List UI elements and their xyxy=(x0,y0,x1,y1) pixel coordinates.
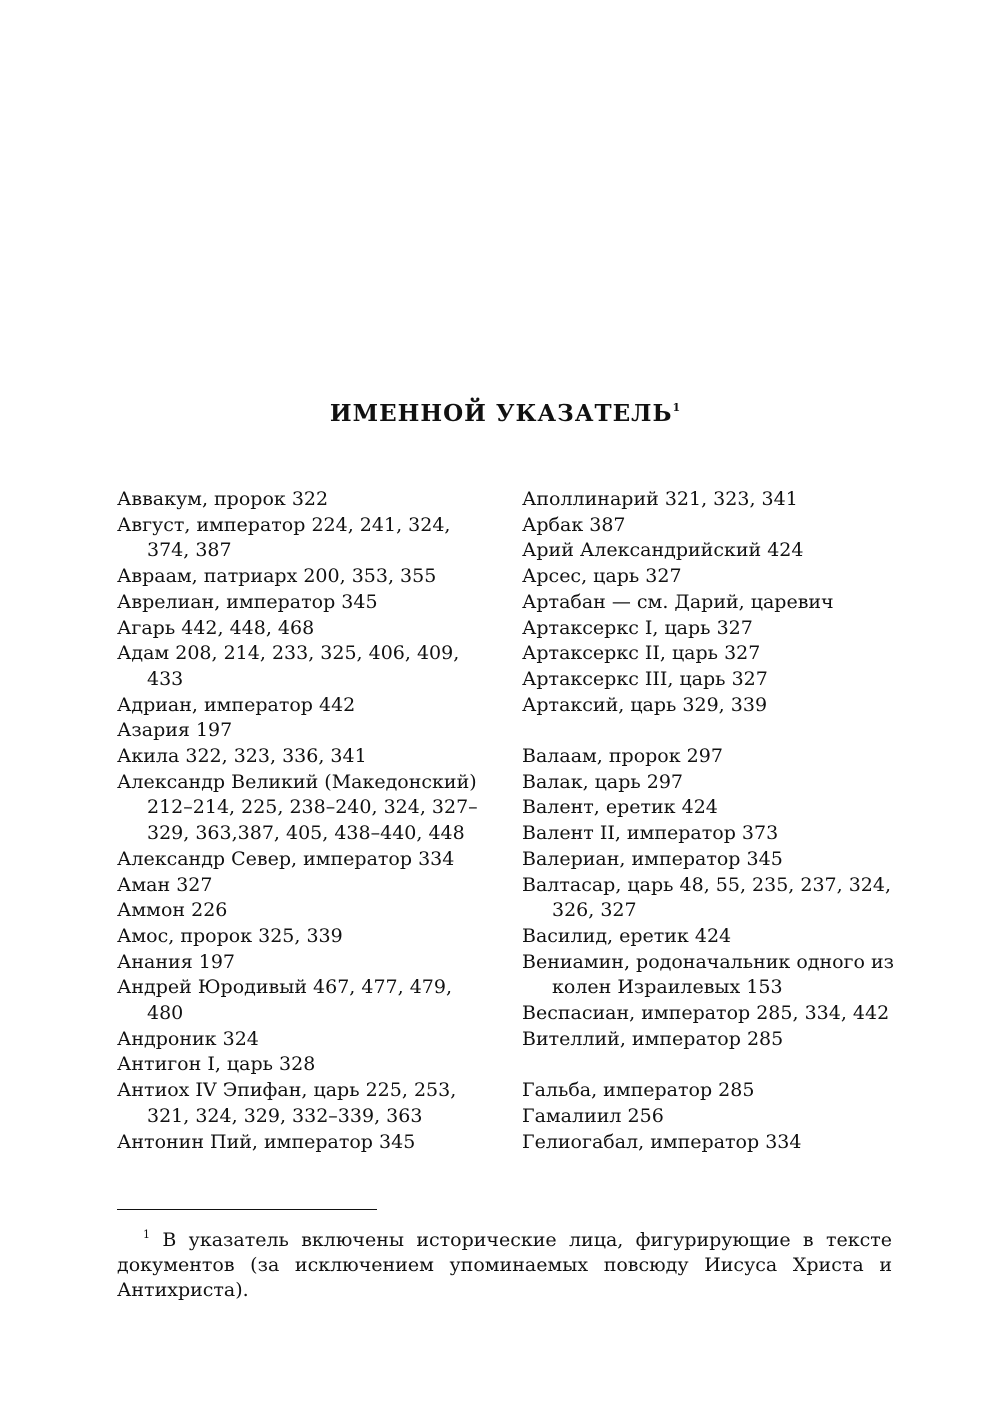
page-title xyxy=(0,402,1000,425)
entry-pages: 225, 253, 321, 324, 329, 332–339, 363 xyxy=(147,1079,457,1127)
index-entry xyxy=(117,693,492,719)
index-entry xyxy=(117,950,492,976)
entry-pages: 345 xyxy=(341,590,378,613)
entry-pages: 208, 214, 233, 325, 406, 409, 433 xyxy=(147,642,460,690)
entry-pages: 153 xyxy=(746,976,783,999)
entry-pages: 224, 241, 324, 374, 387 xyxy=(147,513,451,562)
index-entry xyxy=(117,873,492,899)
entry-pages: 327 xyxy=(176,873,213,896)
entry-name: Антиох IV Эпифан, царь xyxy=(117,1079,360,1102)
entry-pages: 285, 334, 442 xyxy=(756,1002,890,1025)
entry-pages: 212–214, 225, 238–240, 324, 327–329, 363,387, 405, 438–440, 448 xyxy=(147,796,478,845)
entry-name: Артаксеркс I, царь xyxy=(522,616,711,639)
index-entry xyxy=(117,1052,492,1078)
index-entry xyxy=(117,847,492,873)
entry-pages: 334 xyxy=(418,847,455,870)
entry-pages: 197 xyxy=(198,950,236,973)
entry-name: Август, император xyxy=(117,513,306,536)
letter-group-gap xyxy=(522,1052,900,1078)
entry-pages: 256 xyxy=(627,1104,664,1127)
index-entry xyxy=(522,873,900,924)
entry-pages: 325, 339 xyxy=(258,924,343,947)
index-entry xyxy=(117,718,492,744)
entry-name: Валтасар, царь xyxy=(522,873,674,896)
footnote-marker: 1 xyxy=(143,1228,150,1241)
index-entry xyxy=(117,924,492,950)
entry-pages: 322, 323, 336, 341 xyxy=(185,745,367,768)
index-entry xyxy=(117,744,492,770)
index-entry xyxy=(522,616,900,642)
entry-name: Арбак xyxy=(522,513,584,536)
entry-name: Аввакум, пророк xyxy=(117,488,286,510)
entry-pages: 345 xyxy=(379,1130,416,1153)
page-title-text: ИМЕННОЙ УКАЗАТЕЛЬ xyxy=(329,400,673,427)
entry-name: Артабан — см. Дарий, царевич xyxy=(522,590,834,613)
entry-pages: 442 xyxy=(318,693,356,716)
index-entry xyxy=(522,1130,900,1156)
entry-name: Артаксий, царь xyxy=(522,693,677,716)
entry-pages: 322 xyxy=(291,488,329,510)
entry-pages: 327 xyxy=(731,667,768,690)
entry-pages: 442, 448, 468 xyxy=(181,616,315,639)
entry-name: Веспасиан, император xyxy=(522,1002,751,1025)
entry-name: Валент, еретик xyxy=(522,796,676,819)
entry-pages: 48, 55, 235, 237, 324, 326, 327 xyxy=(552,873,892,922)
entry-name: Авраам, патриарх xyxy=(117,565,298,588)
entry-pages: 197 xyxy=(195,719,233,742)
entry-name: Аврелиан, император xyxy=(117,590,336,613)
letter-group-gap xyxy=(522,718,900,744)
index-entry xyxy=(522,641,900,667)
footnote-text: В указатель включены исторические лица, фигурирующие в тексте документов (за исключением упоминаемых повсюду Иисуса Христа и Антихриста). xyxy=(117,1229,892,1301)
entry-name: Валак, царь xyxy=(522,770,641,793)
entry-name: Амос, пророк xyxy=(117,924,253,947)
entry-name: Артаксеркс II, царь xyxy=(522,642,719,665)
entry-name: Валент II, император xyxy=(522,822,736,845)
index-entry xyxy=(522,1001,900,1027)
index-entry xyxy=(117,1130,492,1156)
entry-name: Анания xyxy=(117,950,193,973)
entry-name: Антигон I, царь xyxy=(117,1053,273,1076)
entry-name: Артаксеркс III, царь xyxy=(522,667,726,690)
index-entry xyxy=(117,641,492,692)
index-entry xyxy=(522,924,900,950)
entry-name: Валериан, император xyxy=(522,847,741,870)
entry-pages: 373 xyxy=(741,822,779,845)
entry-pages: 285 xyxy=(718,1079,755,1102)
entry-pages: 329, 339 xyxy=(682,693,768,716)
index-entry xyxy=(117,487,492,513)
entry-pages: 334 xyxy=(765,1130,802,1153)
index-entry xyxy=(522,770,900,796)
entry-name: Адриан, император xyxy=(117,693,313,716)
index-entry xyxy=(522,847,900,873)
entry-name: Арий Александрийский xyxy=(522,539,762,562)
entry-pages: 297 xyxy=(686,745,723,768)
entry-name: Василид, еретик xyxy=(522,924,689,947)
index-entry xyxy=(117,513,492,564)
entry-name: Аммон xyxy=(117,899,186,922)
index-column-left xyxy=(117,487,492,1155)
entry-pages: 327 xyxy=(716,616,753,639)
entry-pages: 345 xyxy=(746,847,783,870)
index-entry xyxy=(117,1078,492,1129)
entry-name: Гелиогабал, император xyxy=(522,1130,760,1153)
entry-name: Гамалиил xyxy=(522,1104,622,1127)
entry-name: Антонин Пий, император xyxy=(117,1130,373,1153)
entry-pages: 424 xyxy=(767,539,804,562)
entry-name: Азария xyxy=(117,719,190,742)
index-entry xyxy=(522,667,900,693)
entry-name: Александр Великий (Македонский) xyxy=(117,770,477,793)
index-entry xyxy=(117,564,492,590)
index-entry xyxy=(522,1027,900,1053)
entry-name: Аполлинарий xyxy=(522,488,659,510)
entry-pages: 327 xyxy=(724,642,761,665)
index-entry xyxy=(522,693,900,719)
index-entry xyxy=(522,950,900,1001)
entry-name: Адам xyxy=(117,642,170,665)
entry-pages: 424 xyxy=(681,796,718,819)
entry-pages: 327 xyxy=(645,565,682,588)
index-entry xyxy=(117,975,492,1026)
index-entry xyxy=(522,1078,900,1104)
entry-name: Валаам, пророк xyxy=(522,745,681,768)
index-entry xyxy=(522,744,900,770)
index-entry xyxy=(522,564,900,590)
entry-name: Андрей Юродивый xyxy=(117,976,307,999)
entry-name: Вителлий, император xyxy=(522,1027,741,1050)
footnote-divider xyxy=(117,1209,377,1210)
index-entry xyxy=(522,590,900,616)
index-entry xyxy=(522,513,900,539)
entry-pages: 324 xyxy=(222,1027,259,1050)
index-entry xyxy=(117,898,492,924)
index-entry xyxy=(522,821,900,847)
entry-name: Александр Север, император xyxy=(117,847,413,870)
entry-pages: 285 xyxy=(746,1027,784,1050)
index-entry xyxy=(522,538,900,564)
entry-pages: 200, 353, 355 xyxy=(303,565,437,588)
index-entry xyxy=(117,590,492,616)
footnote-reference: 1 xyxy=(672,401,681,414)
index-column-right xyxy=(522,487,900,1155)
index-entry xyxy=(117,1027,492,1053)
entry-pages: 424 xyxy=(694,924,732,947)
index-entry xyxy=(117,770,492,847)
entry-name: Агарь xyxy=(117,616,176,639)
entry-name: Гальба, император xyxy=(522,1079,713,1102)
entry-pages: 387 xyxy=(589,513,626,536)
entry-pages: 297 xyxy=(646,770,684,793)
footnote xyxy=(117,1222,892,1303)
index-entry xyxy=(522,795,900,821)
index-entry xyxy=(522,487,900,513)
entry-pages: 328 xyxy=(279,1053,316,1076)
entry-name: Аман xyxy=(117,873,171,896)
entry-name: Арсес, царь xyxy=(522,565,640,588)
entry-pages: 321, 323, 341 xyxy=(664,488,798,510)
index-entry xyxy=(117,616,492,642)
entry-name: Андроник xyxy=(117,1027,217,1050)
index-entry xyxy=(522,1104,900,1130)
entry-name: Вениамин, родоначальник одного из колен Израилевых xyxy=(522,950,895,999)
entry-name: Акила xyxy=(117,745,180,768)
entry-pages: 467, 477, 479, 480 xyxy=(147,976,453,1025)
entry-pages: 226 xyxy=(191,899,228,922)
